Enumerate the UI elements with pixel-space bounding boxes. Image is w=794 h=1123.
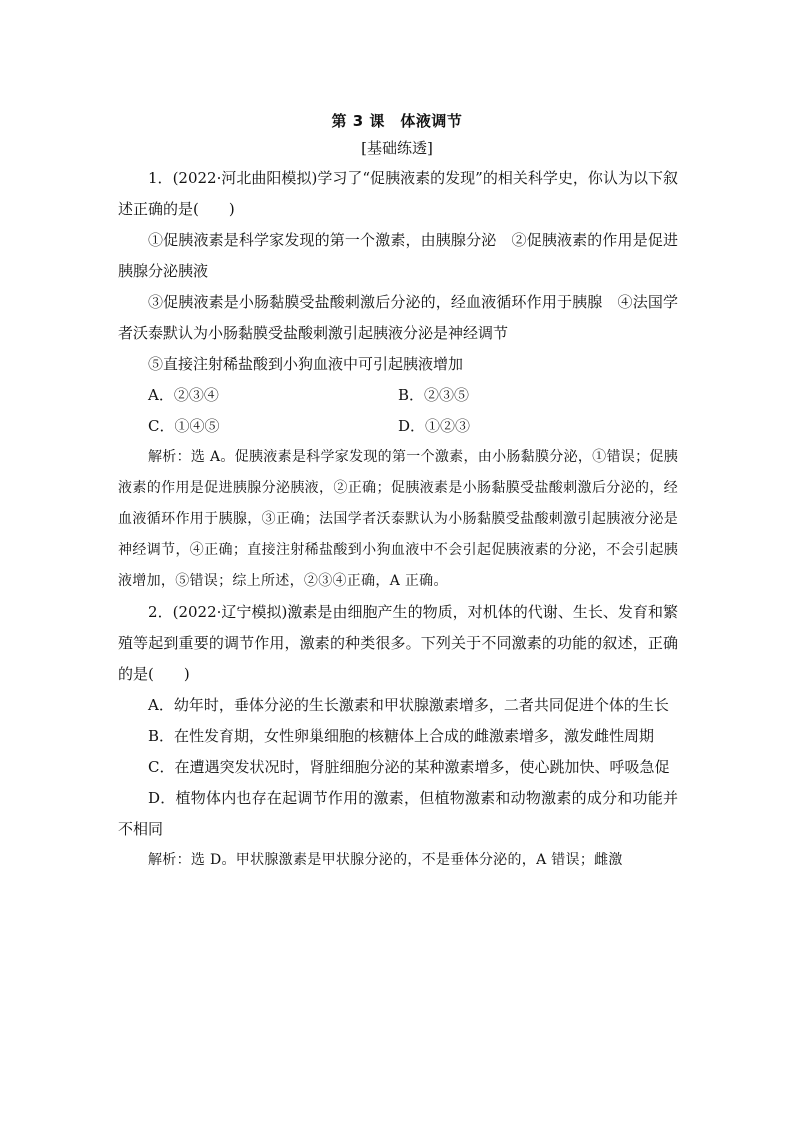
question-2-stem: 2．(2022·辽宁模拟)激素是由细胞产生的物质，对机体的代谢、生长、发育和繁殖等起到重要的调节作用，激素的种类很多。下列关于不同激素的功能的叙述，正确的是( ) (118, 603, 678, 683)
question-1-option-c: C．①④⑤ (148, 417, 220, 435)
question-2-option-c: C．在遭遇突发状况时，肾脏细胞分泌的某种激素增多，使心跳加快、呼吸急促 (148, 758, 670, 776)
question-2-analysis: 解析：选 D。甲状腺激素是甲状腺分泌的，不是垂体分泌的，A 错误；雌激 (148, 852, 623, 868)
section-heading: [基础练透] (361, 139, 433, 157)
question-1-statement: ③促胰液素是小肠黏膜受盐酸刺激后分泌的，经血液循环作用于胰腺 ④法国学者沃泰默认为小肠黏膜受盐酸刺激引起胰液分泌是神经调节 (118, 293, 678, 342)
question-1-option-d: D．①②③ (398, 417, 471, 435)
question-1-option-b: B．②③⑤ (398, 386, 470, 404)
lesson-title: 第 3 课 体液调节 (331, 112, 463, 130)
question-1-option-a: A．②③④ (148, 386, 219, 404)
question-1-statement: ⑤直接注射稀盐酸到小狗血液中可引起胰液增加 (148, 355, 464, 373)
question-1-options-row (118, 411, 678, 442)
question-1-stem: 1．(2022·河北曲阳模拟)学习了“促胰液素的发现”的相关科学史，你认为以下叙述正确的是( ) (118, 169, 678, 218)
document-body (118, 163, 678, 876)
question-1-options-row (118, 380, 678, 411)
question-2-option-b: B．在性发育期，女性卵巢细胞的核糖体上合成的雌激素增多，激发雌性周期 (148, 727, 655, 745)
question-2-option-a: A．幼年时，垂体分泌的生长激素和甲状腺激素增多，二者共同促进个体的生长 (148, 696, 669, 714)
question-1-analysis: 解析：选 A。促胰液素是科学家发现的第一个激素，由小肠黏膜分泌，①错误；促胰液素的作用是促进胰腺分泌胰液，②正确；促胰液素是小肠黏膜受盐酸刺激后分泌的，经血液循环作用于胰腺，③正确；法国学者沃泰默认为小肠黏膜受盐酸刺激引起胰液分泌是神经调节，④正确；直接注射稀盐酸到小狗血液中不会引起促胰液素的分泌，不会引起胰液增加，⑤错误；综上所述，②③④正确，A 正确。 (118, 449, 678, 589)
question-1-statement: ①促胰液素是科学家发现的第一个激素，由胰腺分泌 ②促胰液素的作用是促进胰腺分泌胰液 (118, 231, 678, 280)
question-2-option-d: D．植物体内也存在起调节作用的激素，但植物激素和动物激素的成分和功能并不相同 (118, 789, 678, 838)
